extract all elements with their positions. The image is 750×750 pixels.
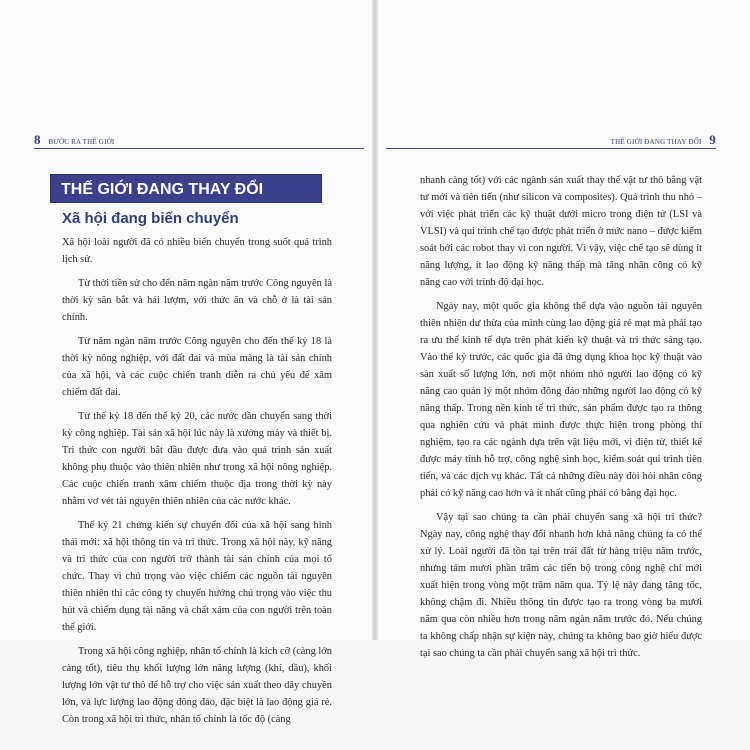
left-text-column	[62, 234, 332, 735]
paragraph: Từ thế kỷ 18 đến thế kỷ 20, các nước dần chuyển sang thời kỳ công nghiệp. Tài sản xã hội lúc này là xưởng máy và thiết bị. Tri thức con người bắt đầu được đưa vào quá trình sản xuất không phụ thuộc vào thiên nhiên như trong xã hội nông nghiệp. Các cuộc chiến tranh xâm chiếm thuộc địa trong thời kỳ này nhằm vơ vét tài nguyên thiên nhiên của các nước khác.	[62, 411, 332, 507]
paragraph: Từ thời tiền sử cho đến năm ngàn năm trước Công nguyên là thời kỳ săn bắt và hái lượm, với thức ăn và chỗ ở là tài sản chính.	[62, 278, 332, 323]
paragraph: Xã hội loài người đã có nhiều biến chuyển trong suốt quá trình lịch sử.	[62, 237, 332, 265]
left-running-head: BƯỚC RA THẾ GIỚI	[48, 138, 115, 146]
left-header-rule	[34, 148, 364, 149]
chapter-banner: THẾ GIỚI ĐANG THAY ĐỔI	[50, 174, 322, 203]
paragraph: nhanh càng tốt) với các ngành sản xuất thay thế vật tư thô bằng vật tư mới và tiên tiến (như silicon và composites). Quá trình thu nhỏ – với việc phát triển các kỹ thuật dưới micro trong điện tử (LSI và VLSI) và qui trình chế tạo được phát triển ở mức nano – được kiểm soát bởi các robot thay vì con người. Vì vậy, việc chế tạo sẽ dùng ít năng lượng, ít lao động kỹ năng thấp mà tăng nhân công có kỹ năng cao với trình độ đại học.	[420, 175, 702, 288]
book-gutter	[372, 0, 378, 640]
paragraph: Trong xã hội công nghiệp, nhân tố chính là kích cỡ (càng lớn càng tốt), tiêu thụ khối lượng lớn năng lượng (khí, dầu), khối lượng lớn vật tư thô để hỗ trợ cho việc sản xuất theo dây chuyền lớn, và lực lượng lao động đông đảo, đặc biệt là lao động giá rẻ. Còn trong xã hội tri thức, nhân tố chính là tốc độ (càng	[62, 646, 332, 725]
right-text-column	[420, 172, 702, 669]
paragraph: Vậy tại sao chúng ta cần phải chuyển sang xã hội tri thức? Ngày nay, công nghệ thay đổi nhanh hơn khả năng chúng ta có thể xử lý. Loài người đã tồn tại trên trái đất từ hàng triệu năm trước, nhưng tám mươi phần trăm các tiến bộ trong công nghệ chỉ mới xuất hiện trong vòng một trăm năm qua. Tỷ lệ này đang tăng tốc, không chậm đi. Nhiều thông tin được tạo ra trong vòng ba mươi năm qua còn nhiều hơn trong năm ngàn năm trước đó. Nếu chúng ta không chấp nhận sự kiện này, chúng ta không bao giờ hiểu được tại sao chúng ta cần phải chuyển sang xã hội tri thức.	[420, 512, 702, 659]
right-running-head: THẾ GIỚI ĐANG THAY ĐỔI	[610, 138, 702, 146]
right-page-number: 9	[709, 132, 716, 147]
right-running-header	[386, 132, 716, 148]
left-running-header	[34, 132, 364, 148]
paragraph: Ngày nay, một quốc gia không thể dựa vào nguồn tài nguyên thiên nhiên dư thừa của mình cùng lao động giá rẻ mạt mà phải tạo ra ưu thế kinh tế dựa trên phát kiến kỹ thuật và tri thức sáng tạo. Vào thế kỷ trước, các quốc gia đã ứng dụng khoa học kỹ thuật vào sản xuất số lượng lớn, nơi một nhóm nhỏ người lao động có kỹ năng cao quản lý một nhóm đông đảo những người lao động có kỹ năng thấp. Trong nền kinh tế tri thức, sản phẩm được tạo ra thông qua nghiên cứu và phát minh được thực hiện trong phòng thí nghiệm, tạo ra các ngành dựa trên vật liệu mới, vi điện tử, thiết kế được máy tính hỗ trợ, công nghệ sinh học, kiểm soát qui trình tiên tiến, và các dịch vụ khác. Tất cả những điều này đòi hỏi nhân công phải có kỹ năng cao hơn và ít nhất cũng phải có bằng đại học.	[420, 301, 702, 499]
right-header-rule	[386, 148, 716, 149]
section-heading: Xã hội đang biến chuyển	[62, 210, 239, 227]
left-page-number: 8	[34, 132, 41, 147]
paragraph: Thế kỷ 21 chứng kiến sự chuyển đổi của xã hội sang hình thái mới: xã hội thông tin và tri thức. Trong xã hội này, kỹ năng và tri thức của con người trở thành tài sản chính của mọi tổ chức. Thay vì chú trọng vào việc chiếm các nguồn tài nguyên thiên nhiên thì các công ty chuyển hướng chú trọng vào việc thu hút và chiếm dụng tài năng và chất xám của con người trên toàn thế giới.	[62, 520, 332, 633]
paragraph: Từ năm ngàn năm trước Công nguyên cho đến thế kỷ 18 là thời kỳ nông nghiệp, với đất đai và mùa màng là tài sản chính của xã hội, và các cuộc chiến tranh diễn ra chủ yếu để xâm chiếm đất đai.	[62, 336, 332, 398]
